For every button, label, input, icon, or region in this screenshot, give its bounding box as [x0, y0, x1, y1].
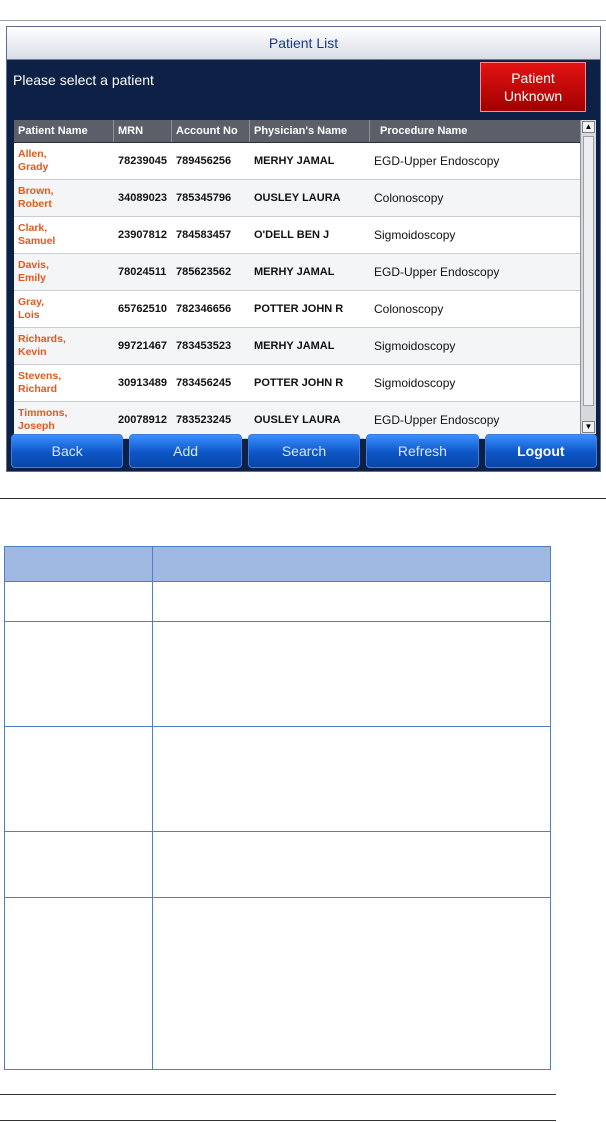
physician-cell: OUSLEY LAURA: [254, 414, 341, 426]
mrn-cell: 30913489: [118, 377, 167, 389]
patient-name: Gray, Lois: [18, 296, 45, 321]
mrn-cell: 20078912: [118, 414, 167, 426]
physician-cell: MERHY JAMAL: [254, 340, 335, 352]
patient-name: Allen, Grady: [18, 148, 49, 173]
table-row[interactable]: [14, 365, 580, 402]
procedure-cell: Colonoscopy: [374, 191, 444, 205]
description-cell: [153, 832, 551, 898]
scroll-thumb[interactable]: [583, 136, 594, 406]
account-cell: 789456256: [176, 155, 232, 167]
description-cell: [153, 727, 551, 832]
table-header-cell-right: [153, 547, 551, 582]
logout-button[interactable]: Logout: [485, 434, 597, 468]
description-cell: [5, 898, 153, 1070]
account-cell: 783523245: [176, 414, 232, 426]
patient-table: [14, 120, 580, 434]
mrn-cell: 23907812: [118, 229, 167, 241]
mrn-cell: 34089023: [118, 192, 167, 204]
description-cell: [5, 582, 153, 622]
physician-cell: O'DELL BEN J: [254, 229, 330, 241]
top-rule: [0, 20, 606, 21]
mrn-cell: 78239045: [118, 155, 167, 167]
account-cell: 785623562: [176, 266, 232, 278]
procedure-cell: Sigmoidoscopy: [374, 228, 456, 242]
patient-name: Richards, Kevin: [18, 333, 66, 358]
patient-name: Clark, Samuel: [18, 222, 56, 247]
table-header-cell-left: [5, 547, 153, 582]
patient-name: Timmons, Joseph: [18, 407, 68, 432]
column-patient-name[interactable]: Patient Name: [14, 120, 114, 142]
refresh-button[interactable]: Refresh: [366, 434, 478, 468]
table-row[interactable]: [14, 291, 580, 328]
physician-cell: POTTER JOHN R: [254, 303, 344, 315]
scroll-down-arrow-icon[interactable]: ▼: [582, 421, 595, 433]
table-row[interactable]: [14, 180, 580, 217]
account-cell: 783453523: [176, 340, 232, 352]
description-cell: [5, 727, 153, 832]
patient-name: Davis, Emily: [18, 259, 49, 284]
window-title: Patient List: [7, 27, 600, 60]
table-row[interactable]: [14, 328, 580, 365]
divider-rule: [0, 498, 606, 499]
add-button[interactable]: Add: [129, 434, 241, 468]
table-body: [14, 143, 580, 439]
table-header: [14, 120, 580, 143]
column-procedure-name[interactable]: Procedure Name: [380, 125, 468, 137]
procedure-cell: Sigmoidoscopy: [374, 376, 456, 390]
account-cell: 785345796: [176, 192, 232, 204]
subheader: [7, 60, 600, 120]
column-mrn[interactable]: MRN: [114, 120, 172, 142]
column-physician-name[interactable]: Physician's Name: [250, 120, 370, 142]
vertical-scrollbar[interactable]: [580, 120, 596, 434]
description-cell: [153, 582, 551, 622]
mrn-cell: 78024511: [118, 266, 167, 278]
procedure-cell: EGD-Upper Endoscopy: [374, 413, 500, 427]
description-table: [4, 546, 551, 1070]
description-cell: [5, 622, 153, 727]
procedure-cell: Sigmoidoscopy: [374, 339, 456, 353]
back-button[interactable]: Back: [11, 434, 123, 468]
procedure-cell: Colonoscopy: [374, 302, 444, 316]
footer-rule: [0, 1120, 556, 1121]
account-cell: 782346656: [176, 303, 232, 315]
column-account-no[interactable]: Account No: [172, 120, 250, 142]
physician-cell: MERHY JAMAL: [254, 155, 335, 167]
physician-cell: MERHY JAMAL: [254, 266, 335, 278]
description-cell: [153, 622, 551, 727]
table-row[interactable]: [14, 254, 580, 291]
scroll-up-arrow-icon[interactable]: ▲: [582, 121, 595, 133]
patient-list-screen: [6, 26, 601, 472]
mrn-cell: 65762510: [118, 303, 167, 315]
procedure-cell: EGD-Upper Endoscopy: [374, 154, 500, 168]
patient-unknown-button[interactable]: Patient Unknown: [480, 62, 586, 112]
physician-cell: OUSLEY LAURA: [254, 192, 341, 204]
bottom-nav: [11, 434, 597, 468]
table-row[interactable]: [14, 143, 580, 180]
physician-cell: POTTER JOHN R: [254, 377, 344, 389]
select-patient-prompt: Please select a patient: [13, 72, 154, 88]
table-row[interactable]: [14, 217, 580, 254]
footer-rule: [0, 1094, 556, 1095]
mrn-cell: 99721467: [118, 340, 167, 352]
account-cell: 784583457: [176, 229, 232, 241]
description-cell: [5, 832, 153, 898]
patient-name: Brown, Robert: [18, 185, 54, 210]
account-cell: 783456245: [176, 377, 232, 389]
description-cell: [153, 898, 551, 1070]
procedure-cell: EGD-Upper Endoscopy: [374, 265, 500, 279]
patient-name: Stevens, Richard: [18, 370, 62, 395]
search-button[interactable]: Search: [248, 434, 360, 468]
